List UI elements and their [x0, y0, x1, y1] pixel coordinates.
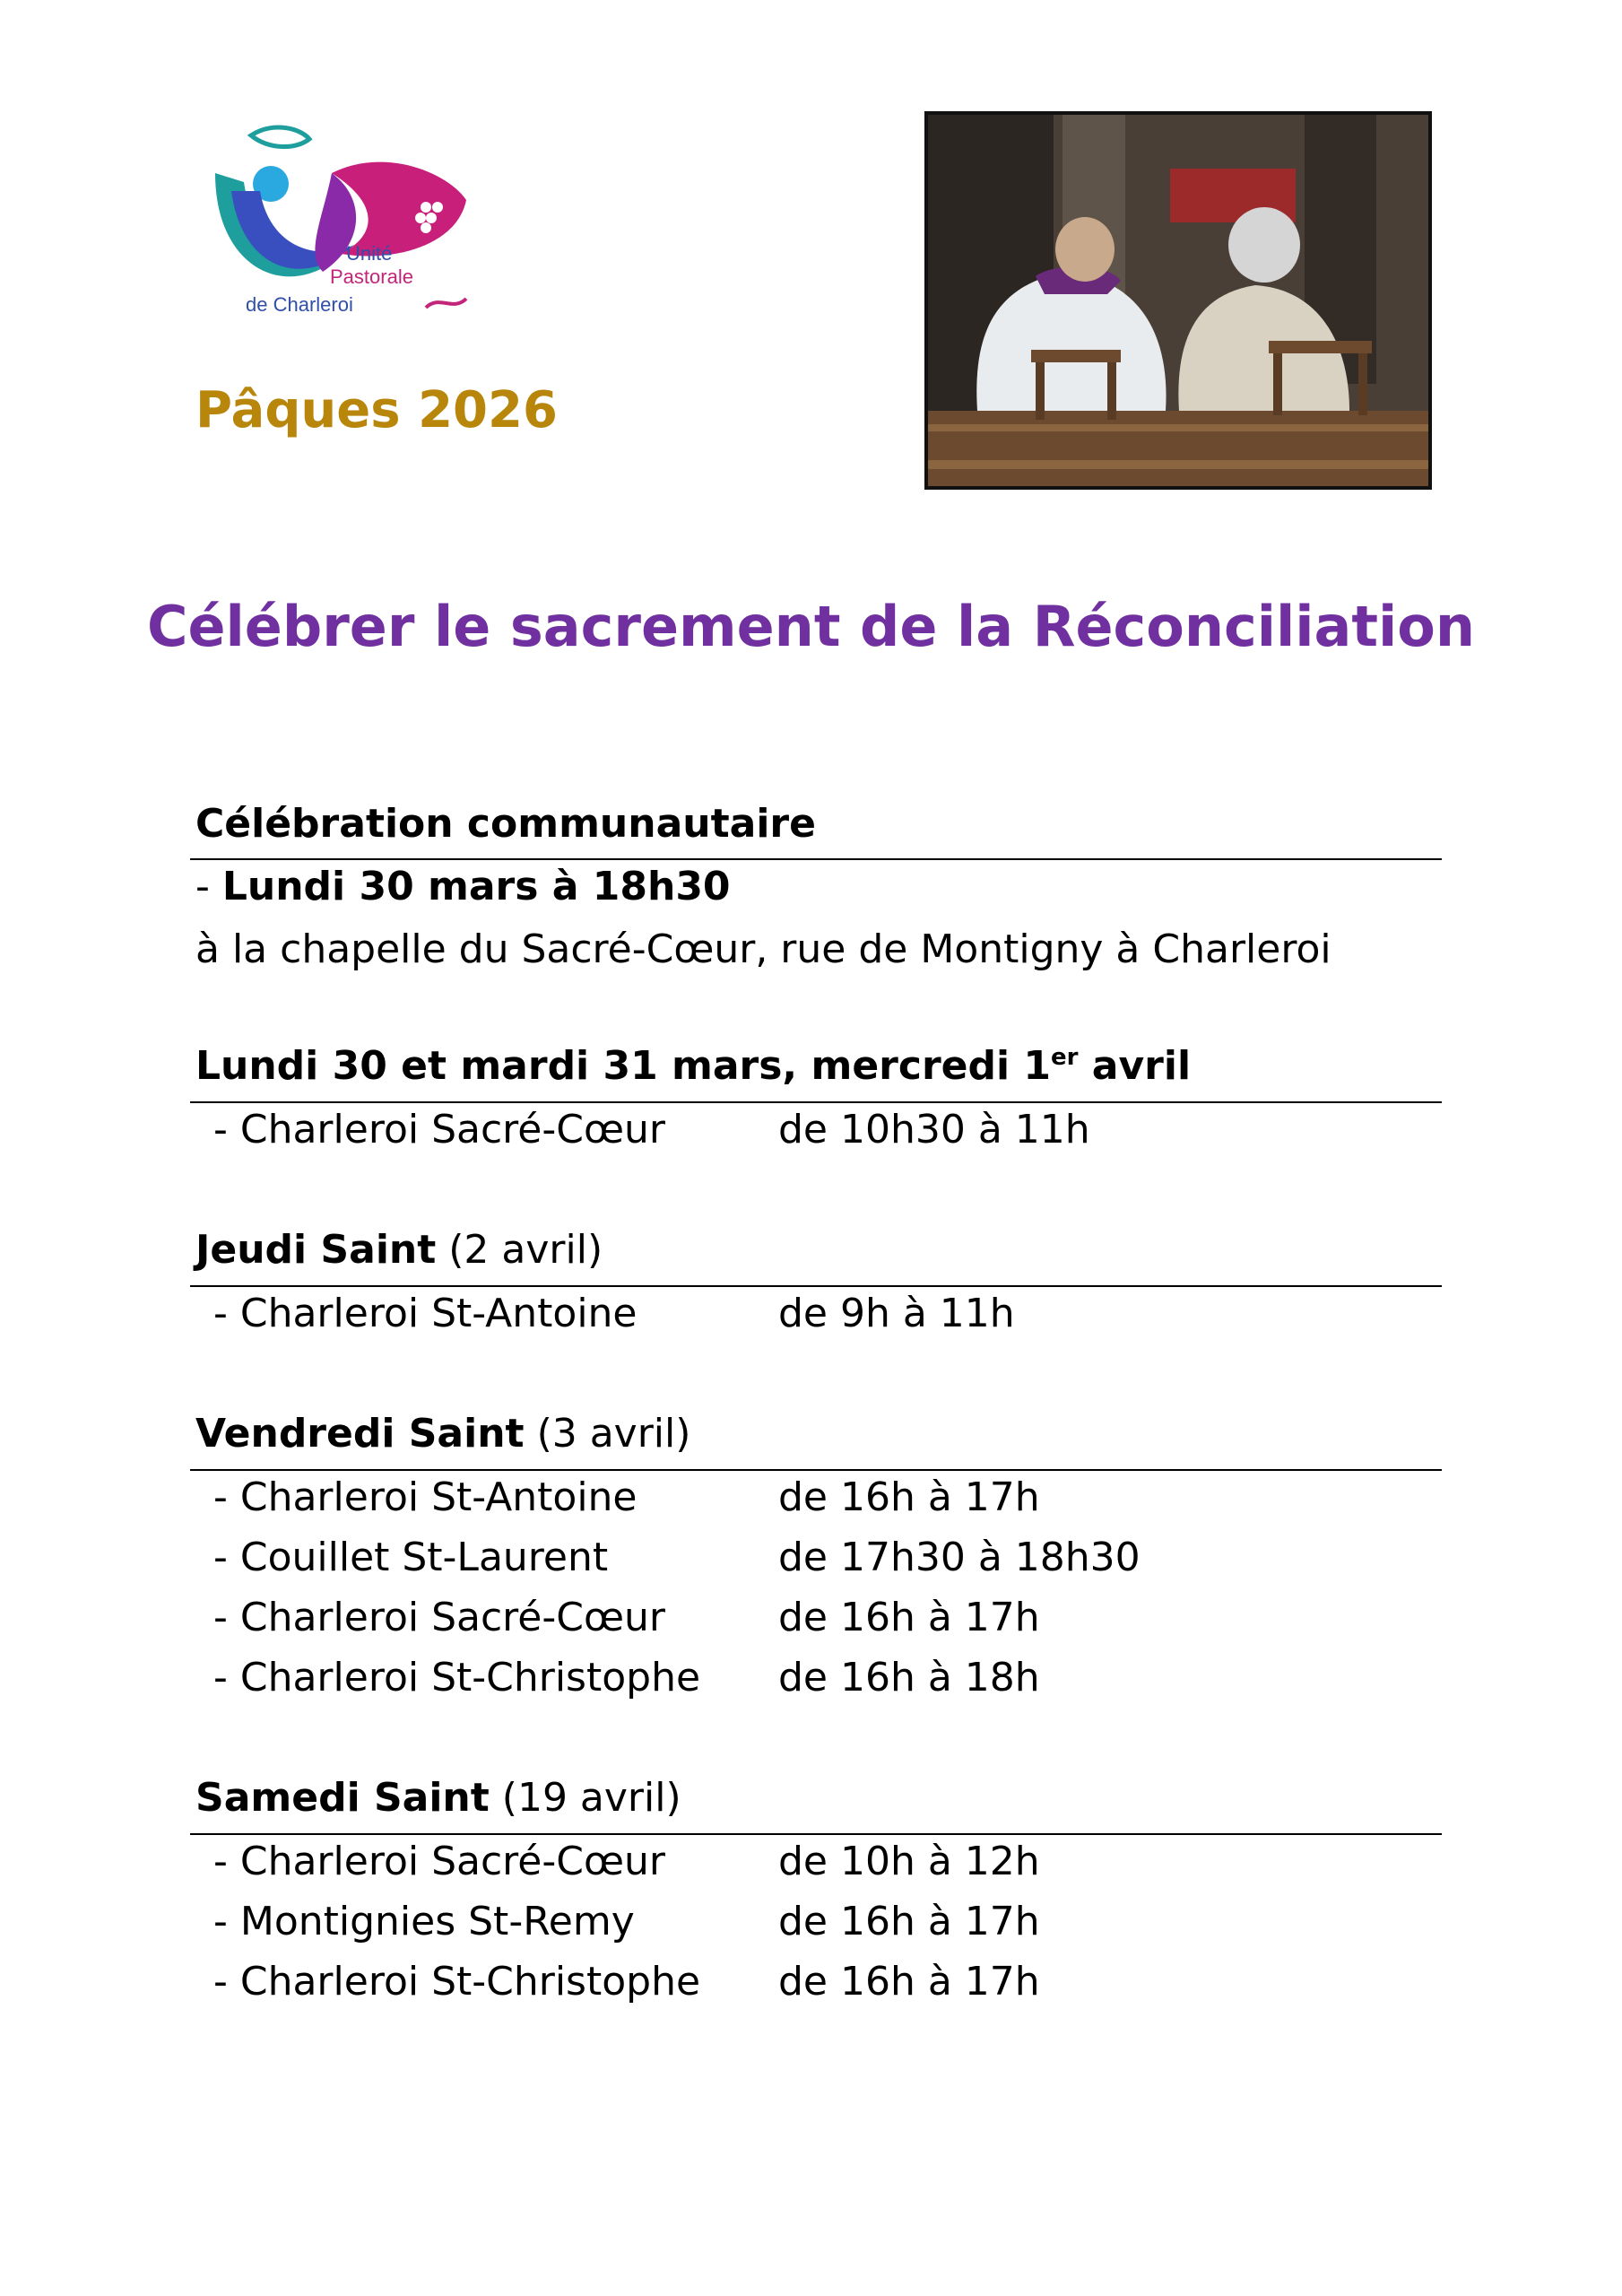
section-divider — [190, 1285, 1442, 1287]
section-title-date: (19 avril) — [489, 1775, 681, 1821]
section-title-date: (2 avril) — [436, 1227, 603, 1273]
section-title-holy-saturday — [195, 1775, 681, 1821]
section-divider — [190, 858, 1442, 860]
section-divider — [190, 1101, 1442, 1103]
schedule-time: de 10h30 à 11h — [778, 1107, 1090, 1152]
schedule-time: de 16h à 17h — [778, 1474, 1040, 1520]
logo-text-line-1: Unité — [346, 242, 393, 265]
section-title-holy-thursday — [195, 1227, 603, 1273]
schedule-time: de 16h à 18h — [778, 1655, 1040, 1700]
list-dash: - — [195, 864, 222, 909]
section-title-community: Célébration communautaire — [195, 801, 816, 847]
schedule-place: - Charleroi Sacré-Cœur — [213, 1107, 665, 1152]
section-title-text: Lundi 30 et mardi 31 mars, mercredi 1 — [195, 1043, 1051, 1089]
schedule-place: - Charleroi St-Antoine — [213, 1291, 638, 1336]
section-title-suffix: avril — [1078, 1043, 1192, 1089]
schedule-place: - Charleroi St-Christophe — [213, 1959, 701, 2005]
section-title-superscript: er — [1051, 1044, 1079, 1071]
confession-photo — [924, 111, 1432, 490]
section-title-text: Vendredi Saint — [195, 1411, 525, 1457]
section-divider — [190, 1833, 1442, 1835]
schedule-place: - Charleroi Sacré-Cœur — [213, 1595, 665, 1640]
schedule-time: de 16h à 17h — [778, 1595, 1040, 1640]
schedule-time: de 17h30 à 18h30 — [778, 1535, 1141, 1580]
community-location: à la chapelle du Sacré-Cœur, rue de Montigny à Charleroi — [195, 926, 1331, 972]
page-heading: Célébrer le sacrement de la Réconciliation — [147, 594, 1475, 659]
logo-text-line-2: Pastorale — [330, 265, 413, 288]
schedule-place: - Couillet St-Laurent — [213, 1535, 609, 1580]
section-title-date: (3 avril) — [524, 1411, 691, 1457]
easter-year-title: Pâques 2026 — [195, 381, 558, 439]
schedule-place: - Charleroi St-Antoine — [213, 1474, 638, 1520]
schedule-place: - Montignies St-Remy — [213, 1899, 635, 1944]
section-title-text: Jeudi Saint — [195, 1227, 437, 1273]
confession-scene-image — [928, 115, 1428, 486]
section-title-good-friday — [195, 1411, 690, 1457]
section-divider — [190, 1469, 1442, 1471]
section-title-weekdays — [195, 1043, 1191, 1089]
schedule-time: de 16h à 17h — [778, 1899, 1040, 1944]
schedule-time: de 16h à 17h — [778, 1959, 1040, 2005]
parish-logo — [197, 119, 484, 326]
section-title-text: Samedi Saint — [195, 1775, 490, 1821]
schedule-time: de 10h à 12h — [778, 1839, 1040, 1884]
community-date-line — [195, 864, 731, 909]
schedule-place: - Charleroi Sacré-Cœur — [213, 1839, 665, 1884]
community-date: Lundi 30 mars à 18h30 — [221, 864, 731, 909]
schedule-time: de 9h à 11h — [778, 1291, 1015, 1336]
schedule-place: - Charleroi St-Christophe — [213, 1655, 701, 1700]
logo-text-line-3: de Charleroi — [246, 293, 353, 316]
